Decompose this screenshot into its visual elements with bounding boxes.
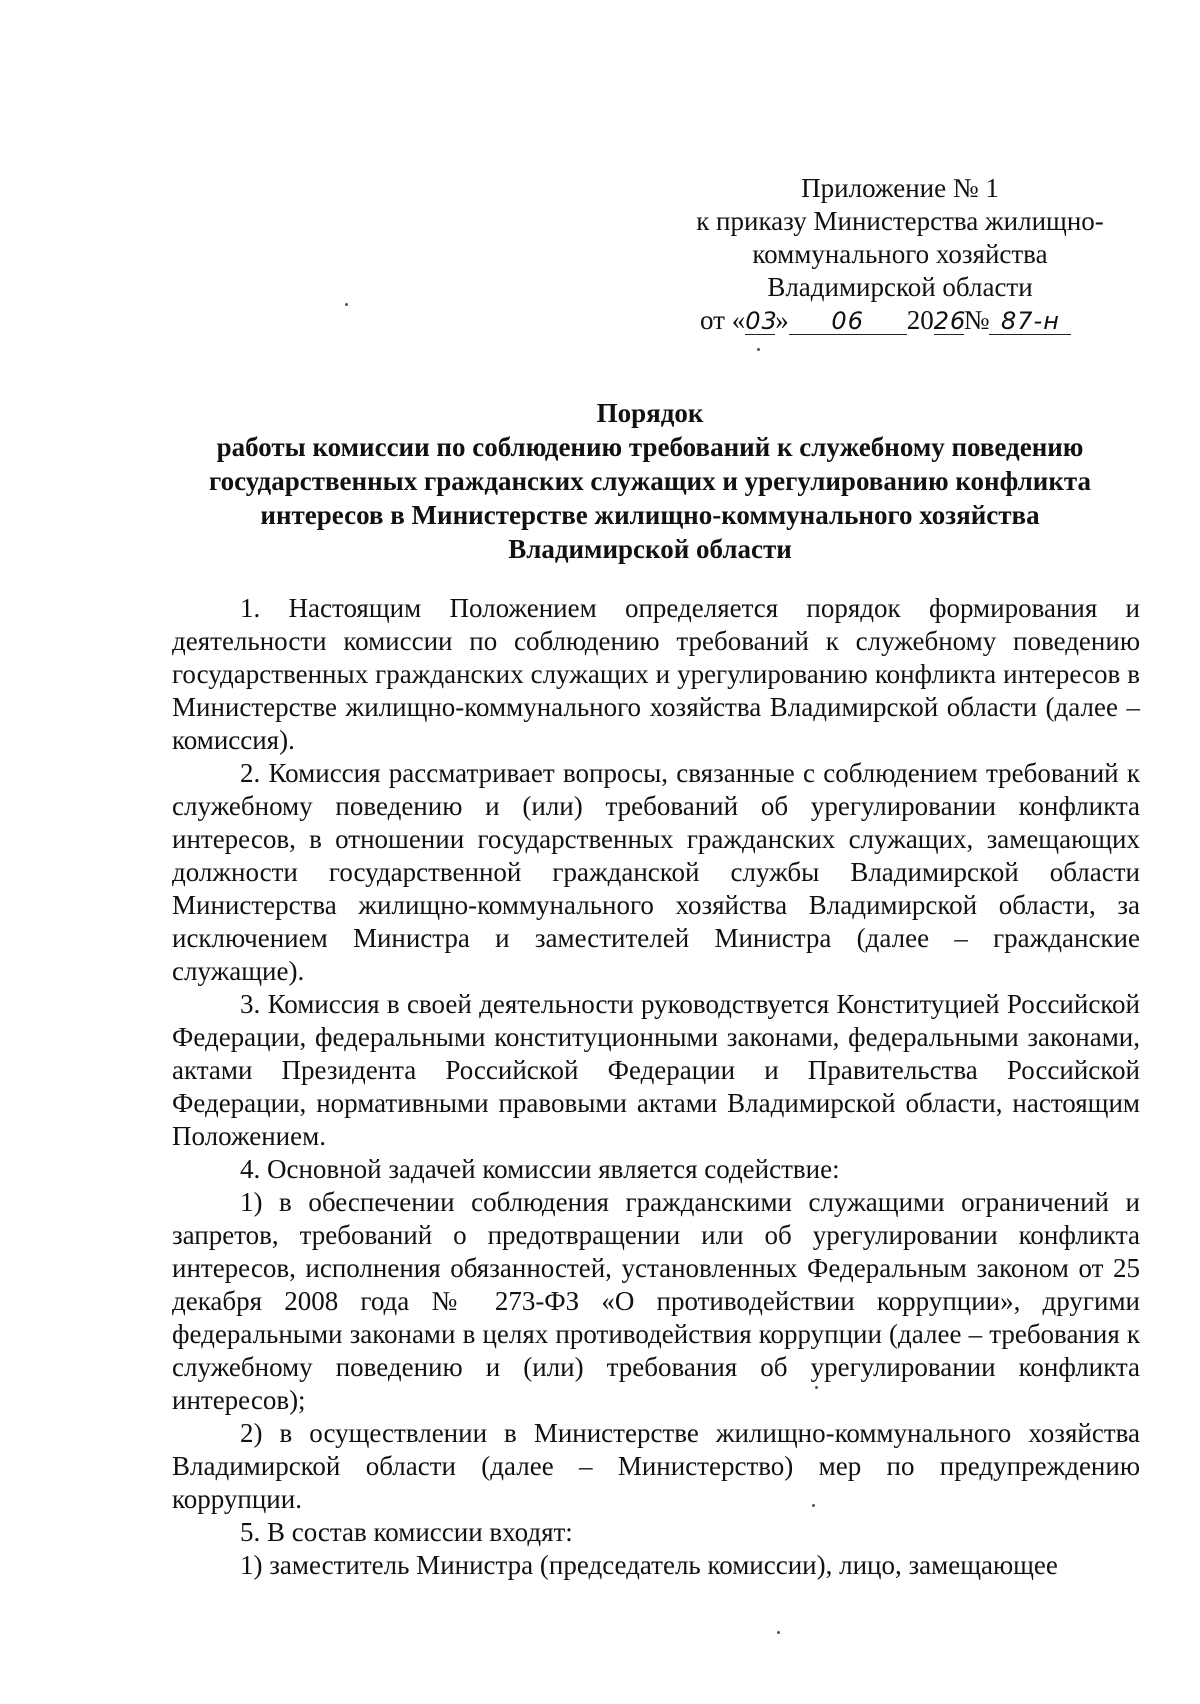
scan-speck [815,1386,818,1389]
date-month: 06 [789,308,907,335]
paragraph-3: 3. Комиссия в своей деятельности руководствуется Конституцией Российской Федерации, федеральными конституционными законами, федеральными законами, актами Президента Российской Федерации и Правительства Российской Федерации, нормативными правовыми актами Владимирской области, настоящим Положением. [172,989,1140,1151]
appendix-region: Владимирской области [767,272,1033,302]
title-line-2: работы комиссии по соблюдению требований к служебному поведению [216,432,1084,462]
scan-speck [812,1504,815,1507]
date-day: 03 [745,307,778,335]
appendix-order-ref: к приказу Министерства жилищно- [696,206,1104,236]
paragraph-1: 1. Настоящим Положением определяется порядок формирования и деятельности комиссии по соблюдению требований к служебному поведению государственных гражданских служащих и урегулированию конфликта интересов в Министерстве жилищно-коммунального хозяйства Владимирской области (далее – комиссия). [172,593,1140,755]
order-number: 87-н [989,308,1071,335]
paragraph-5: 5. В состав комиссии входят: [240,1517,573,1547]
title-line-3: государственных гражданских служащих и урегулированию конфликта [209,466,1091,496]
document-body [172,592,1140,1582]
date-prefix: от « [700,305,746,335]
paragraph-4: 4. Основной задачей комиссии является содействие: [240,1154,840,1184]
appendix-ministry: коммунального хозяйства [752,239,1048,269]
scan-speck [345,303,348,306]
paragraph-4-1: 1) в обеспечении соблюдения гражданскими служащими ограничений и запретов, требований о предотвращении или об урегулировании конфликта интересов, исполнения обязанностей, установленных Федеральным законом от 25 декабря 2008 года № 273-ФЗ «О противодействии коррупции», другими федеральными законами в целях противодействия коррупции (далее – требования к служебному поведению и (или) требования об урегулировании конфликта интересов); [172,1187,1140,1415]
title-line-4: интересов в Министерстве жилищно-коммунального хозяйства [260,500,1040,530]
paragraph-5-1: 1) заместитель Министра (председатель комиссии), лицо, замещающее [240,1550,1058,1580]
document-title [160,396,1140,566]
appendix-header [660,172,1140,337]
paragraph-4-2: 2) в осуществлении в Министерстве жилищно-коммунального хозяйства Владимирской области (далее – Министерство) мер по предупреждению коррупции. [172,1418,1140,1514]
scan-speck [757,348,760,351]
scan-speck [777,1631,780,1634]
title-line-1: Порядок [596,398,704,428]
appendix-date-line [660,304,1140,337]
date-year-suffix: 26 [933,307,967,335]
number-sign: № [963,305,990,335]
paragraph-2: 2. Комиссия рассматривает вопросы, связанные с соблюдением требований к служебному поведению и (или) требований об урегулировании конфликта интересов, в отношении государственных гражданских служащих, замещающих должности государственной гражданской службы Владимирской области Министерства жилищно-коммунального хозяйства Владимирской области, за исключением Министра и заместителей Министра (далее – гражданские служащие). [172,758,1140,986]
date-day-close: » [775,305,789,335]
appendix-number: Приложение № 1 [801,173,999,203]
title-line-5: Владимирской области [508,534,792,564]
date-year-prefix: 20 [906,305,934,335]
